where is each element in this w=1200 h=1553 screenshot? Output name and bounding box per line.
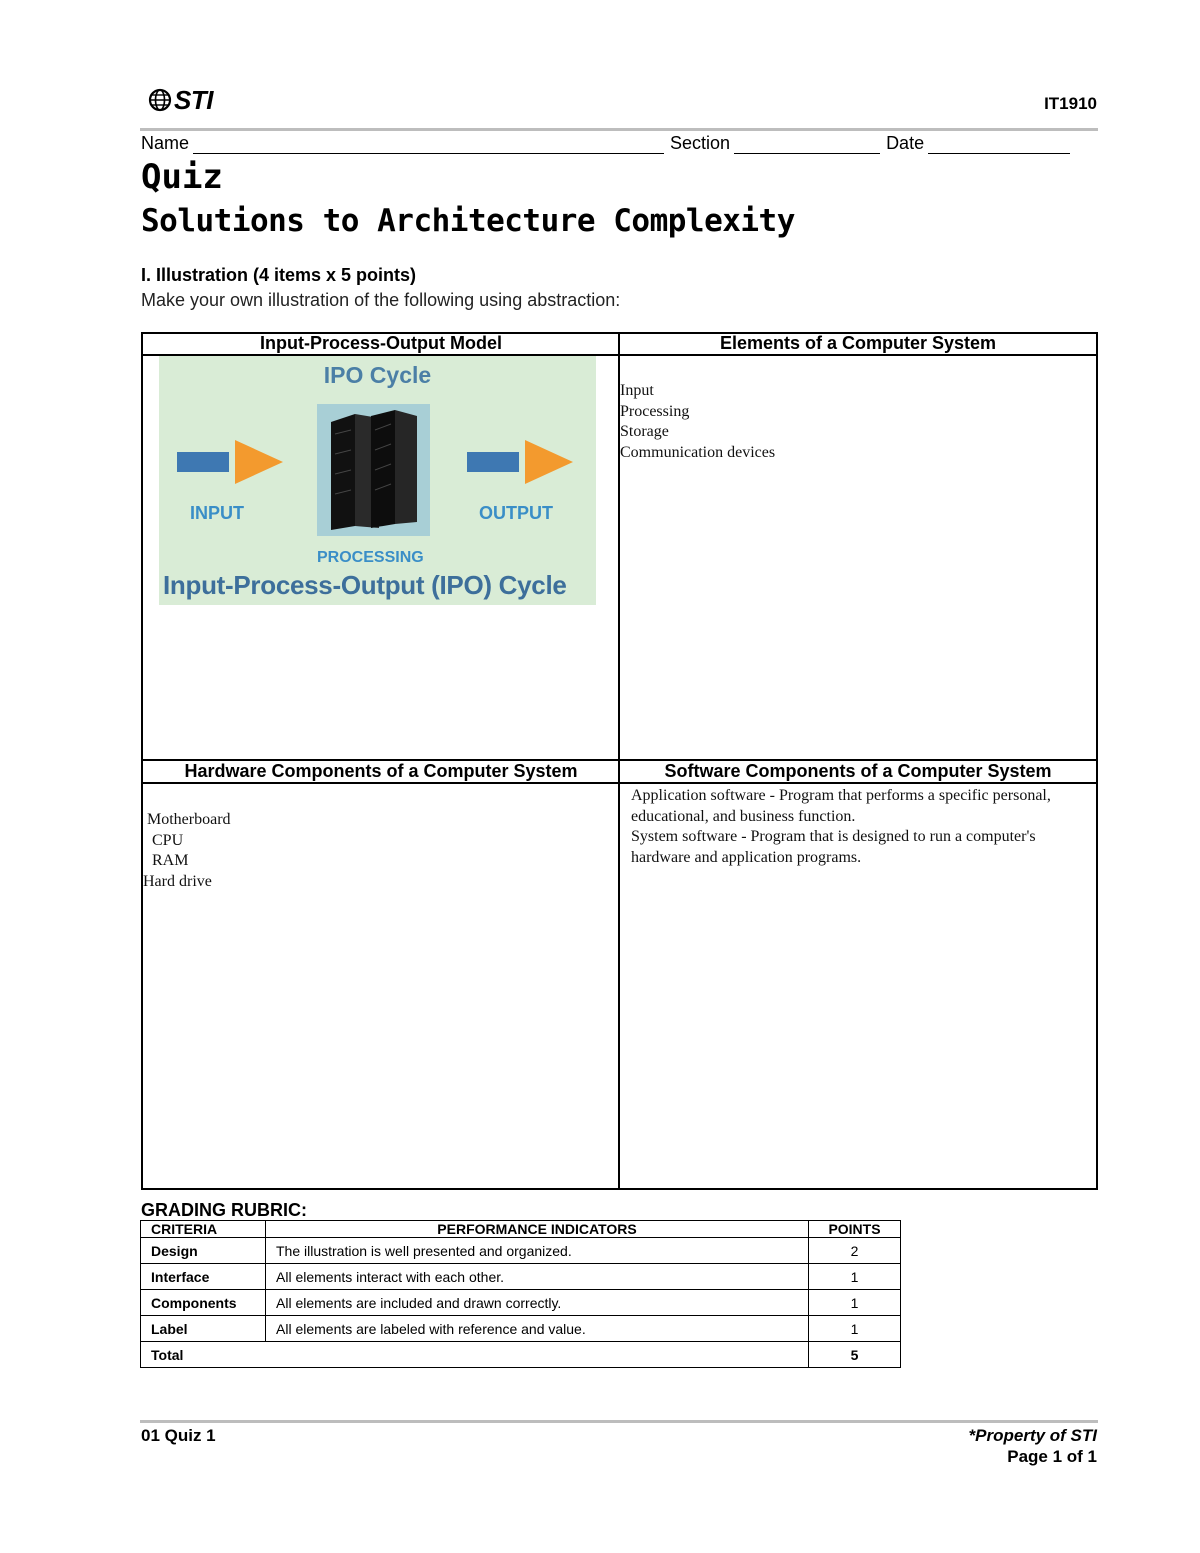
cell-heading-software: Software Components of a Computer System: [664, 761, 1052, 781]
total-label: Total: [141, 1342, 809, 1368]
input-label: INPUT: [190, 503, 244, 523]
ipo-cycle-illustration: [159, 356, 596, 605]
list-item: Communication devices: [620, 443, 776, 461]
page-title: Quiz: [141, 157, 223, 197]
processing-label: PROCESSING: [317, 549, 424, 566]
input-arrow-shaft: [177, 452, 229, 472]
cell-heading-elements: Elements of a Computer System: [719, 333, 997, 353]
hardware-list: [143, 810, 231, 892]
cell-heading-ipo: Input-Process-Output Model: [260, 333, 502, 353]
cell-heading-hardware: Hardware Components of a Computer System: [184, 761, 578, 781]
property-notice: *Property of STI: [968, 1426, 1097, 1445]
total-points: 5: [809, 1342, 901, 1368]
list-item: System software - Program that is designed to run a computer's: [631, 828, 1036, 845]
list-item: Processing: [620, 402, 690, 420]
indicator-cell: All elements interact with each other.: [266, 1264, 809, 1290]
criteria-cell: Label: [141, 1316, 266, 1342]
table-row: [141, 1238, 901, 1264]
elements-list: [620, 381, 775, 463]
criteria-cell: Interface: [141, 1264, 266, 1290]
table-total-row: [141, 1342, 901, 1368]
grid-header-rule-bottom: [141, 782, 1098, 784]
points-cell: 1: [809, 1290, 901, 1316]
footer-doc-label: 01 Quiz 1: [141, 1426, 216, 1445]
table-row: [141, 1290, 901, 1316]
page-subtitle: Solutions to Architecture Complexity: [141, 203, 795, 239]
points-cell: 1: [809, 1264, 901, 1290]
table-header-row: [141, 1221, 901, 1238]
name-field[interactable]: [193, 137, 664, 154]
header-rule: [140, 128, 1098, 131]
sti-logo: [148, 86, 213, 114]
name-label: Name: [141, 133, 190, 153]
globe-icon: [148, 88, 172, 112]
rubric-heading: GRADING RUBRIC:: [141, 1200, 307, 1220]
output-label: OUTPUT: [479, 503, 553, 523]
page-number: Page 1 of 1: [1007, 1447, 1097, 1466]
criteria-cell: Components: [141, 1290, 266, 1316]
list-item: educational, and business function.: [631, 807, 856, 825]
server-icon: [317, 404, 430, 536]
course-code: IT1910: [1044, 94, 1097, 113]
list-item: Hard drive: [143, 872, 212, 890]
column-header: CRITERIA: [141, 1221, 266, 1238]
indicator-cell: The illustration is well presented and organized.: [266, 1238, 809, 1264]
footer-right: [969, 1425, 1097, 1467]
output-arrow-shaft: [467, 452, 519, 472]
criteria-cell: Design: [141, 1238, 266, 1264]
ipo-caption: Input-Process-Output (IPO) Cycle: [163, 570, 567, 600]
list-item: CPU: [152, 831, 184, 849]
ipo-title: IPO Cycle: [323, 362, 432, 388]
date-field[interactable]: [928, 137, 1070, 154]
list-item: Storage: [620, 423, 669, 440]
column-header: POINTS: [809, 1221, 901, 1238]
points-cell: 1: [809, 1316, 901, 1342]
date-label: Date: [886, 133, 925, 153]
points-cell: 2: [809, 1238, 901, 1264]
section-instruction: Make your own illustration of the following using abstraction:: [141, 290, 621, 310]
list-item: Input: [620, 382, 654, 399]
software-list: [631, 786, 1051, 868]
table-row: [141, 1264, 901, 1290]
footer-rule: [140, 1420, 1098, 1423]
indicator-cell: All elements are labeled with reference and value.: [266, 1316, 809, 1342]
indicator-cell: All elements are included and drawn correctly.: [266, 1290, 809, 1316]
list-item: Motherboard: [147, 811, 231, 828]
input-arrow-icon: [235, 440, 283, 484]
list-item: Application software - Program that performs a specific personal,: [631, 787, 1051, 804]
list-item: RAM: [152, 852, 189, 869]
output-arrow-icon: [525, 440, 573, 484]
student-info-line: [141, 133, 1103, 154]
section-label: Section: [670, 133, 731, 153]
logo-text: STI: [174, 84, 213, 115]
column-header: PERFORMANCE INDICATORS: [266, 1221, 809, 1238]
section-heading: I. Illustration (4 items x 5 points): [141, 265, 417, 285]
table-row: [141, 1316, 901, 1342]
section-field[interactable]: [734, 137, 880, 154]
grading-rubric-table: [140, 1220, 901, 1368]
list-item: hardware and application programs.: [631, 848, 862, 866]
